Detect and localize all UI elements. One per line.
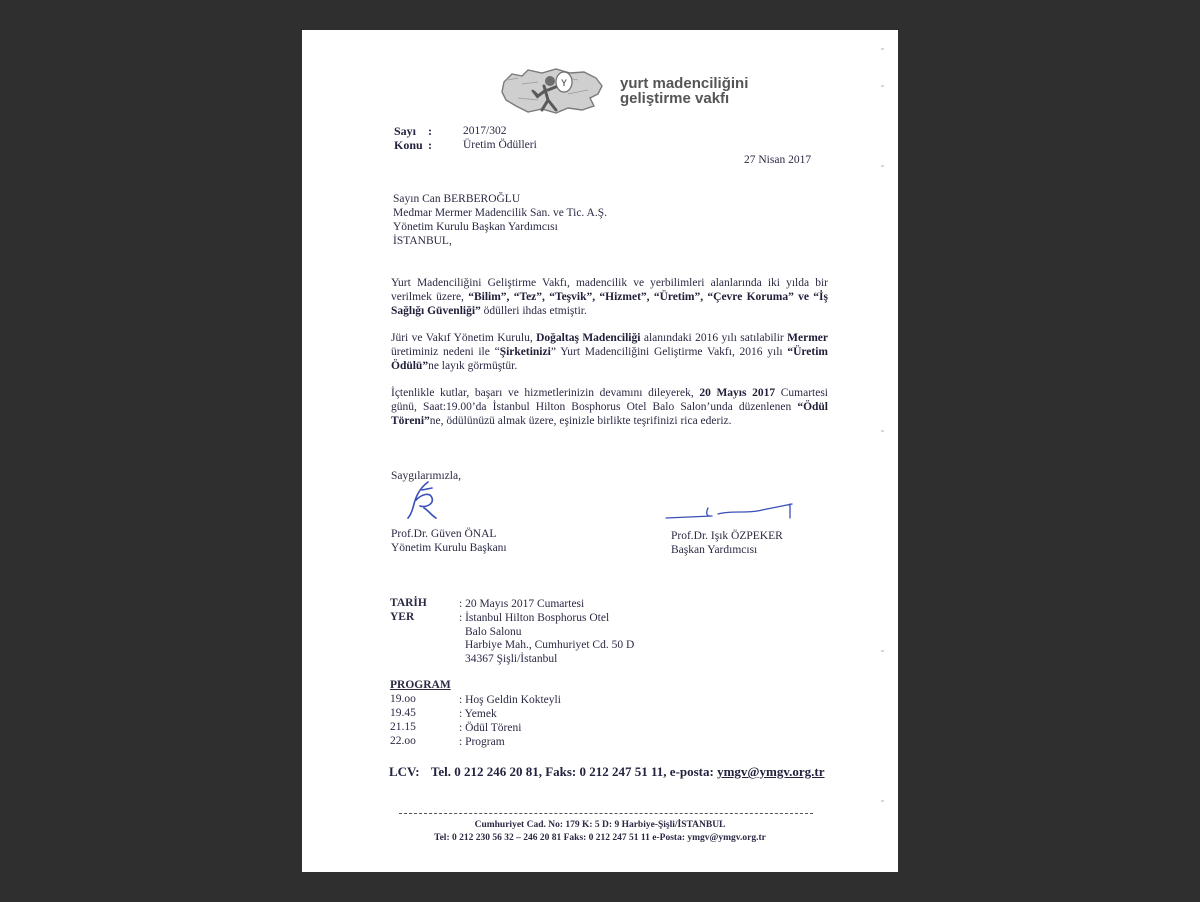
signatory-right-name: Prof.Dr. Işık ÖZPEKER [671, 530, 783, 542]
scan-artifact [881, 800, 884, 802]
closing-salutation: Saygılarımızla, [391, 470, 461, 482]
recipient-company: Medmar Mermer Madencilik San. ve Tic. A.Ş. [393, 207, 608, 219]
p2-text-end: ne layık görmüştür. [428, 360, 518, 372]
p1-award-list: “Bilim”, “Tez”, “Teşvik”, “Hizmet”, “Üretim”, “Çevre Koruma” ve “İş Sağlığı Güvenliği” [391, 291, 828, 317]
konu-label: Konu [394, 138, 423, 152]
p3-ceremony: “Ödül Töreni” [391, 401, 828, 427]
sayi-label: Sayı [394, 124, 417, 138]
lcv-email-link[interactable]: ymgv@ymgv.org.tr [717, 764, 825, 779]
footer-divider [399, 813, 813, 814]
p2-text-b: alanındaki 2016 yılı satılabilir [640, 332, 788, 344]
body-paragraph-3 [391, 386, 828, 428]
sayi-value: 2017/302 [463, 125, 507, 137]
program-desc: : Hoş Geldin Kokteyli [459, 694, 561, 706]
p3-text-end: ne, ödülünüzü almak üzere, eşinizle birlikte teşrifinizi rica ederiz. [429, 415, 732, 427]
scan-artifact [881, 650, 884, 652]
program-desc: : Ödül Töreni [459, 722, 522, 734]
program-time: 19.oo [390, 693, 416, 705]
signatory-left-role: Yönetim Kurulu Başkanı [391, 542, 507, 554]
p2-field: Doğaltaş Madenciliği [536, 332, 641, 344]
tarih-label: TARİH [390, 597, 427, 609]
p2-text-d: ” Yurt Madenciliğini Geliştirme Vakfı, 2016 yılı [550, 346, 788, 358]
yer-line-1: : İstanbul Hilton Bosphorus Otel [459, 612, 610, 624]
p2-product: Mermer [787, 332, 828, 344]
lcv-contact: Tel. 0 212 246 20 81, Faks: 0 212 247 51 11, e-posta: [430, 764, 718, 779]
yer-line-4: 34367 Şişli/İstanbul [465, 653, 558, 665]
konu-value: Üretim Ödülleri [463, 139, 537, 151]
program-time: 22.oo [390, 735, 416, 747]
svg-text:Y: Y [560, 78, 568, 88]
footer-contact: Tel: 0 212 230 56 32 – 246 20 81 Faks: 0 212 247 51 11 e-Posta: ymgv@ymgv.org.tr [434, 833, 766, 843]
signature-onal-icon [402, 478, 450, 522]
p3-date: 20 Mayıs 2017 [699, 387, 776, 399]
p3-text: İçtenlikle kutlar, başarı ve hizmetlerinizin devamını dileyerek, [391, 387, 700, 399]
scan-artifact [881, 85, 884, 87]
lcv-label: LCV: [389, 764, 420, 779]
program-time: 21.15 [390, 721, 416, 733]
letter-page [302, 30, 898, 872]
program-heading: PROGRAM [390, 679, 451, 691]
konu-sep: : [428, 138, 432, 152]
program-desc: : Program [459, 736, 505, 748]
yer-label: YER [390, 611, 415, 623]
p2-company: Şirketinizi [499, 346, 551, 358]
recipient-city: İSTANBUL, [393, 235, 452, 247]
p2-text: Jüri ve Vakıf Yönetim Kurulu, [391, 332, 537, 344]
scan-artifact [881, 165, 884, 167]
signature-ozpeker-icon [662, 498, 798, 524]
letter-date: 27 Nisan 2017 [744, 154, 812, 166]
p2-text-c: üretiminiz nedeni ile “ [391, 346, 500, 358]
logo-line1: yurt madenciliğini [620, 75, 749, 92]
scan-artifact [881, 48, 884, 50]
recipient-title: Yönetim Kurulu Başkan Yardımcısı [393, 221, 558, 233]
logo-line2: geliştirme vakfı [620, 90, 730, 107]
program-time: 19.45 [390, 707, 416, 719]
yer-line-2: Balo Salonu [465, 626, 522, 638]
yer-line-3: Harbiye Mah., Cumhuriyet Cd. 50 D [465, 639, 635, 651]
footer-address: Cumhuriyet Cad. No: 179 K: 5 D: 9 Harbiye-Şişli/İSTANBUL [474, 820, 726, 830]
p2-award: “Üretim Ödülü” [391, 346, 828, 372]
p1-text-end: ödülleri ihdas etmiştir. [480, 305, 587, 317]
p1-text: Yurt Madenciliğini Geliştirme Vakfı, madencilik ve yerbilimleri alanlarında iki yılda bir verilmek üzere, [391, 277, 828, 303]
body-paragraph-1 [391, 276, 828, 318]
body-paragraph-2 [391, 331, 828, 373]
sayi-sep: : [428, 124, 432, 138]
turkey-map-miner-icon [498, 64, 608, 119]
signatory-right-role: Başkan Yardımcısı [671, 544, 758, 556]
lcv-line [389, 764, 825, 780]
program-desc: : Yemek [459, 708, 497, 720]
scan-artifact [881, 430, 884, 432]
recipient-name: Sayın Can BERBEROĞLU [393, 193, 521, 205]
p3-text-b: Cumartesi günü, Saat:19.00’da İstanbul Hilton Bosphorus Otel Balo Salon’unda düzenlenen [391, 387, 828, 413]
signatory-left-name: Prof.Dr. Güven ÖNAL [391, 528, 497, 540]
tarih-value: : 20 Mayıs 2017 Cumartesi [459, 598, 585, 610]
